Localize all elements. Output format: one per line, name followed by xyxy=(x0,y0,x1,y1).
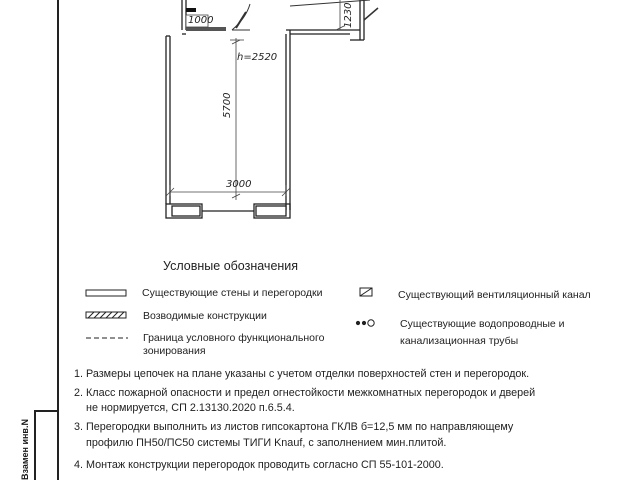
dim-label-5700: 5700 xyxy=(222,92,233,118)
note-3: 3. Перегородки выполнить из листов гипсокартона ГКЛВ б=12,5 мм по направляющему xyxy=(74,421,514,433)
dim-label-height: h=2520 xyxy=(237,52,278,63)
stamp-side-text: Взамен инв.N xyxy=(20,419,30,480)
note-1: 1. Размеры цепочек на плане указаны с учетом отделки поверхностей стен и перегородок. xyxy=(74,368,530,380)
legend-label-pipes: Существующие водопроводные и канализационная трубы xyxy=(400,318,565,347)
legend-symbol-new-construction xyxy=(86,312,126,318)
legend-label-new-construction: Возводимые конструкции xyxy=(143,310,267,322)
dim-label-1230: 1230 xyxy=(343,2,354,28)
dim-label-3000: 3000 xyxy=(226,179,252,190)
legend-symbol-vent-channel xyxy=(360,288,372,296)
legend-title: Условные обозначения xyxy=(163,259,299,273)
legend-label-zoning: Граница условного функционального зонирования xyxy=(143,332,325,357)
legend-symbol-pipes xyxy=(356,320,374,326)
note-2: 2. Класс пожарной опасности и предел огнестойкости межкомнатных перегородок и дверей xyxy=(74,387,536,399)
legend-label-vent-channel: Существующий вентиляционный канал xyxy=(398,289,591,301)
note-2-cont: не нормируется, СП 2.13130.2020 п.6.5.4. xyxy=(86,402,295,414)
note-4: 4. Монтаж конструкции перегородок проводить согласно СП 55-101-2000. xyxy=(74,459,444,471)
dim-label-1000: 1000 xyxy=(188,15,214,26)
legend-label-existing-walls: Существующие стены и перегородки xyxy=(142,287,323,299)
legend-symbol-existing-walls xyxy=(86,290,126,296)
note-3-cont: профилю ПН50/ПС50 системы ТИГИ Knauf, с заполнением мин.плитой. xyxy=(86,437,447,449)
